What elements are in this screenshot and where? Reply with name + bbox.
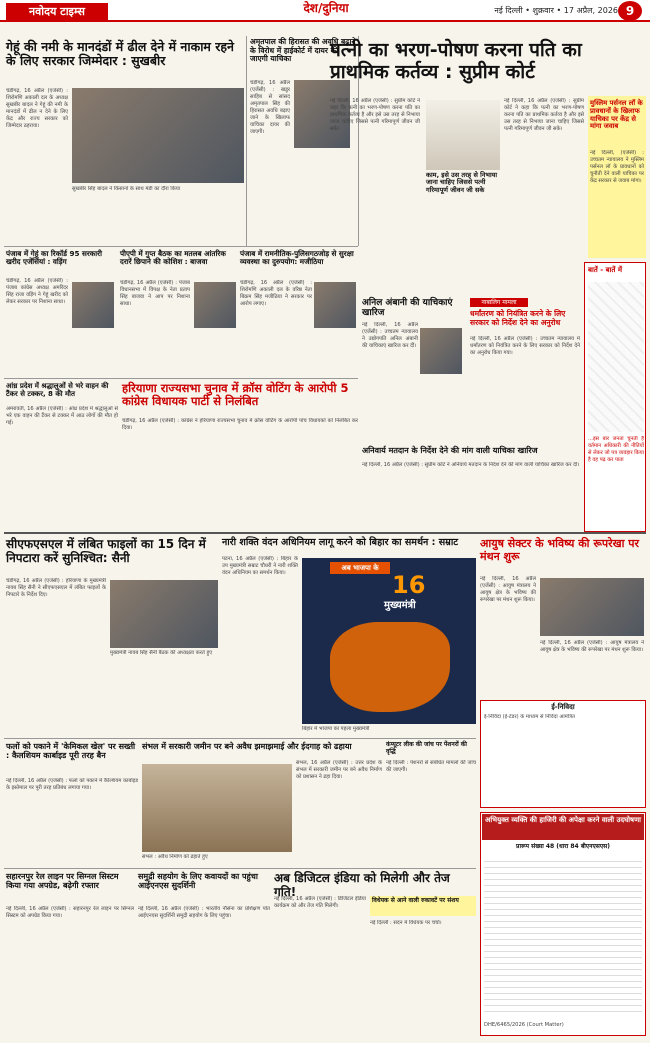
- caption-sc: काम, इसे उस तरह से निभाया जाना चाहिए जिससे पत्नी गरिमापूर्ण जीवन जी सके: [426, 171, 498, 194]
- headline-muslim: मुस्लिम पर्सनल लॉ के प्रावधानों के खिलाफ याचिका पर केंद्र से मांगा जवाब: [590, 99, 643, 131]
- notice-header: अभियुक्त व्यक्ति की हाजिरी की अपेक्षा करने वाली उदघोषणा: [482, 814, 644, 840]
- photo-punjab-3: [314, 282, 356, 328]
- photo-punjab-2: [194, 282, 236, 328]
- cartoon-image: [588, 282, 644, 432]
- headline-naitik: धर्मांतरण को नियंत्रित करने के लिए सरकार को निर्देश देने का अनुरोध: [470, 309, 566, 327]
- headline-punjab-1: पंजाब में गेहूं का रिकॉर्ड 95 सरकारी खरीद एजेंसियां : वड़िंग: [6, 249, 102, 267]
- tender-header: ई-निविदा: [551, 703, 575, 711]
- photo-anil: [420, 328, 462, 374]
- headline-cfsl: सीएफएसएल में लंबित फाइलों का 15 दिन में निपटारा करें सुनिश्चित: सैनी: [6, 537, 206, 565]
- body-punjab-1: चंडीगढ़, 16 अप्रैल (एजेंसी) : पंजाब कांग्रेस अध्यक्ष अमरिंदर सिंह राजा वड़िंग ने गेहूं खरीद को लेकर सरकार पर निशाना साधा।: [6, 278, 68, 305]
- map-caption: बिहार में भाजपा का पहला मुख्यमंत्री: [302, 726, 370, 732]
- caption-wheat: सुखबीर सिंह बादल ने किसानों के साथ मंडी का दौरा किया: [72, 186, 181, 192]
- body-cfsl: चंडीगढ़, 16 अप्रैल (एजेंसी) : हरियाणा के मुख्यमंत्री नायब सिंह सैनी ने सीएफएसएल में लंबित फाइलों के निपटारे के निर्देश दिए।: [6, 578, 106, 598]
- tender-title: ई-निविदा (ई-टेंडर) के माध्यम से निविदा आमंत्रित: [484, 714, 575, 720]
- headline-sambhal: संभल में सरकारी जमीन पर बने अवैध झमाझमाई और ईदगाह को ढहाया: [142, 742, 352, 751]
- body-andhra: अमरावती, 16 अप्रैल (एजेंसी) : आंध्र प्रदेश में श्रद्धालुओं से भरे एक वाहन की टैंकर से टक्कर में आठ लोगों की मौत हो गई।: [6, 406, 118, 426]
- body-bill: नई दिल्ली : सदन में विधेयक पर चर्चा।: [370, 920, 442, 926]
- body-ayush: नई दिल्ली, 16 अप्रैल (एजेंसी) : आयुष मंत्रालय ने आयुष क्षेत्र के भविष्य की रूपरेखा पर मंथन शुरू किया।: [480, 576, 536, 603]
- map-subtitle: मुख्यमंत्री: [384, 600, 416, 611]
- photo-supreme-court: [426, 100, 500, 170]
- body-phool: नई दिल्ली, 16 अप्रैल (एजेंसी) : फलों को पकाने में कैल्शियम कार्बाइड के इस्तेमाल पर पूरी तरह प्रतिबंध लगाया गया।: [6, 778, 138, 791]
- caption-sambhal: संभल : अवैध निर्माण को ढहाते हुए: [142, 854, 208, 860]
- body-punjab-3: चंडीगढ़, 16 अप्रैल (एजेंसी) : शिरोमणि अकाली दल के वरिष्ठ नेता बिक्रम सिंह मजीठिया ने सरकार पर आरोप लगाए।: [240, 280, 312, 307]
- baaten-title: बातें - बातें में: [588, 266, 623, 274]
- body-saharanpur: नई दिल्ली, 16 अप्रैल (एजेंसी) : सहारनपुर रेल लाइन पर सिग्नल सिस्टम को अपग्रेड किया गया।: [6, 906, 134, 919]
- headline-compulsory: अनिवार्य मतदान के निर्देश देने की मांग वाली याचिका खारिज: [362, 446, 538, 455]
- headline-bill: विधेयक से आने वाली रुकावटें पर संशय: [372, 897, 459, 904]
- headline-amritpal: अमृतपाल की हिरासत की अवधि बढ़ाने के विरोध में हाईकोर्ट में दायर की जाएगी याचिका: [250, 37, 356, 64]
- label-naitik: नाबालिग मामला: [470, 298, 528, 307]
- body-sc: नई दिल्ली, 16 अप्रैल (एजेंसी) : सुप्रीम कोर्ट ने कहा कि पत्नी का भरण-पोषण करना पति का प्राथमिक कर्तव्य है और इसे उस तरह से निभाया जाना चाहिए जिससे पत्नी गरिमापूर्ण जीवन जी सके।: [330, 98, 420, 132]
- headline-punjab-3: पंजाब में रामनीतिक-पुलिसगठजोड़ से सुरक्षा व्यवस्था का दुरुपयोग: मजीठिया: [240, 249, 354, 267]
- map-title: अब भाजपा के: [330, 562, 390, 574]
- photo-wheat: [72, 88, 244, 183]
- headline-sc: पत्नी का भरण-पोषण करना पति का प्राथमिक कर्तव्य : सुप्रीम कोर्ट: [330, 39, 582, 83]
- body-sea: नई दिल्ली, 16 अप्रैल (एजेंसी) : भारतीय नौसेना का प्रशिक्षण पोत आईएनएस सुदर्शिनी समुद्री सहयोग के लिए पहुंचा।: [138, 906, 270, 919]
- section-title: देश/दुनिया: [303, 1, 349, 15]
- page-number: 9: [618, 1, 642, 21]
- body-pension: नई दिल्ली : पेंशनरों से संबंधित मामलों की जांच की जाएगी।: [386, 760, 476, 773]
- body-haryana: चंडीगढ़, 16 अप्रैल (एजेंसी) : कांग्रेस ने हरियाणा राज्यसभा चुनाव में क्रॉस वोटिंग के आरोपी पांच विधायकों को निलंबित कर दिया।: [122, 418, 358, 431]
- body-muslim: नई दिल्ली, (एजेंसी) : उच्चतम न्यायालय ने मुस्लिम पर्सनल लॉ के प्रावधानों को चुनौती देने वाली याचिका पर केंद्र सरकार से जवाब मांगा।: [590, 150, 644, 184]
- headline-punjab-2: पीएपी में गुप्त बैठक का मतलब आंतरिक दरारें छिपाने की कोशिश : बाजवा: [120, 249, 226, 267]
- headline-nari: नारी शक्ति वंदन अधिनियम लागू करने को बिहार का समर्थन : सम्राट: [222, 537, 459, 548]
- newspaper-logo: नवोदय टाइम्स: [6, 3, 108, 20]
- headline-digital: अब डिजिटल इंडिया को मिलेगी और तेज गति!: [274, 871, 450, 899]
- photo-cfsl: [110, 580, 218, 648]
- body-punjab-2: चंडीगढ़, 16 अप्रैल (एजेंसी) : पंजाब विधानसभा में विपक्ष के नेता प्रताप सिंह बाजवा ने आप पर निशाना साधा।: [120, 280, 190, 307]
- body-anil: नई दिल्ली, 16 अप्रैल (एजेंसी) : उच्चतम न्यायालय ने उद्योगपति अनिल अंबानी की याचिकाएं खारिज कर दीं।: [362, 322, 418, 349]
- headline-anil: अनिल अंबानी की याचिकाएं खारिज: [362, 298, 453, 319]
- map-number: 16: [392, 571, 426, 599]
- headline-ayush: आयुष सेक्टर के भविष्य की रूपरेखा पर मंथन शुरू: [480, 537, 640, 563]
- headline-wheat: गेहूं की नमी के मानदंडों में ढील देने में नाकाम रहने के लिए सरकार जिम्मेदार : सुखबीर: [6, 39, 234, 69]
- photo-punjab-1: [72, 282, 114, 328]
- headline-phool: फलों को पकाने में 'केमिकल खेल' पर सख्ती : कैलशियम कार्बाइड पूरी तरह बैन: [6, 742, 136, 761]
- caption-cfsl: मुख्यमंत्री नायब सिंह सैनी बैठक की अध्यक्षता करते हुए: [110, 650, 213, 656]
- body-sambhal: संभल, 16 अप्रैल (एजेंसी) : उत्तर प्रदेश के संभल में सरकारी जमीन पर बने अवैध निर्माण को प्रशासन ने ढहा दिया।: [296, 760, 382, 780]
- body-amritpal: चंडीगढ़, 16 अप्रैल (एजेंसी) : खडूर साहिब से सांसद अमृतपाल सिंह की हिरासत अवधि बढ़ाए जाने के खिलाफ याचिका दायर की जाएगी।: [250, 80, 290, 135]
- dateline: नई दिल्ली • शुक्रवार • 17 अप्रैल, 2026: [494, 6, 618, 15]
- headline-haryana: हरियाणा राज्यसभा चुनाव में क्रॉस वोटिंग के आरोपी 5 कांग्रेस विधायक पार्टी से निलंबित: [122, 381, 349, 409]
- headline-saharanpur: सहारनपुर रेल लाइन पर सिग्नल सिस्टम किया गया अपग्रेड, बढ़ेगी रफ्तार: [6, 872, 119, 891]
- headline-andhra: आंध्र प्रदेश में श्रद्धालुओं से भरे वाहन की टैंकर से टक्कर, 8 की मौत: [6, 382, 109, 399]
- notice-court: DHE/6465/2026 (Court Matter): [484, 1022, 564, 1028]
- photo-sambhal: [142, 764, 292, 852]
- notice-subheader: प्रारूप संख्या 48 (धारा 84 बीएनएसएस): [516, 843, 610, 850]
- headline-sea: समुद्री सहयोग के लिए कवायदों का पहुंचा आईएनएस सुदर्शिनी: [138, 872, 258, 891]
- photo-ayush: [540, 578, 644, 636]
- notice-body-lines: [484, 856, 642, 1016]
- body-naitik: नई दिल्ली, 16 अप्रैल (एजेंसी) : उच्चतम न्यायालय में धर्मांतरण को नियंत्रित करने के लिए सरकार को निर्देश देने का अनुरोध किया गया।: [470, 336, 580, 356]
- body-digital: नई दिल्ली, 16 अप्रैल (एजेंसी) : डिजिटल इंडिया कार्यक्रम को और तेज गति मिलेगी।: [274, 896, 366, 909]
- body-ayush-2: नई दिल्ली, 16 अप्रैल (एजेंसी) : आयुष मंत्रालय ने आयुष क्षेत्र के भविष्य की रूपरेखा पर मंथन शुरू किया।: [540, 640, 644, 653]
- india-map-shape: [330, 622, 450, 712]
- headline-pension: कंप्यूटर लीक की जांच पर पेंशनरों की वृद्धि: [386, 741, 467, 755]
- body-wheat: चंडीगढ़, 16 अप्रैल (एजेंसी) : शिरोमणि अकाली दल के अध्यक्ष सुखबीर बादल ने गेहूं की नमी के मानदंडों में ढील न देने के लिए केंद्र और राज्य सरकार को जिम्मेदार ठहराया।: [6, 88, 68, 129]
- baaten-caption: ...इस बार जनता चुनती है वर्तमान अधिकारी की नीतियों से लेकर जो पत्र व्यवहार किया है वह पढ़ कर पाता: [588, 436, 644, 463]
- body-compulsory: नई दिल्ली, 16 अप्रैल (एजेंसी) : सुप्रीम कोर्ट ने अनिवार्य मतदान के निर्देश देने की मांग वाली याचिका खारिज कर दी।: [362, 462, 580, 468]
- body-sc-2: नई दिल्ली, 16 अप्रैल (एजेंसी) : सुप्रीम कोर्ट ने कहा कि पत्नी का भरण-पोषण करना पति का प्राथमिक कर्तव्य है और इसे उस तरह से निभाया जाना चाहिए जिससे पत्नी गरिमापूर्ण जीवन जी सके।: [504, 98, 584, 132]
- body-nari: पटना, 16 अप्रैल (एजेंसी) : बिहार के उप मुख्यमंत्री सम्राट चौधरी ने नारी शक्ति वंदन अधिनियम का समर्थन किया।: [222, 556, 298, 576]
